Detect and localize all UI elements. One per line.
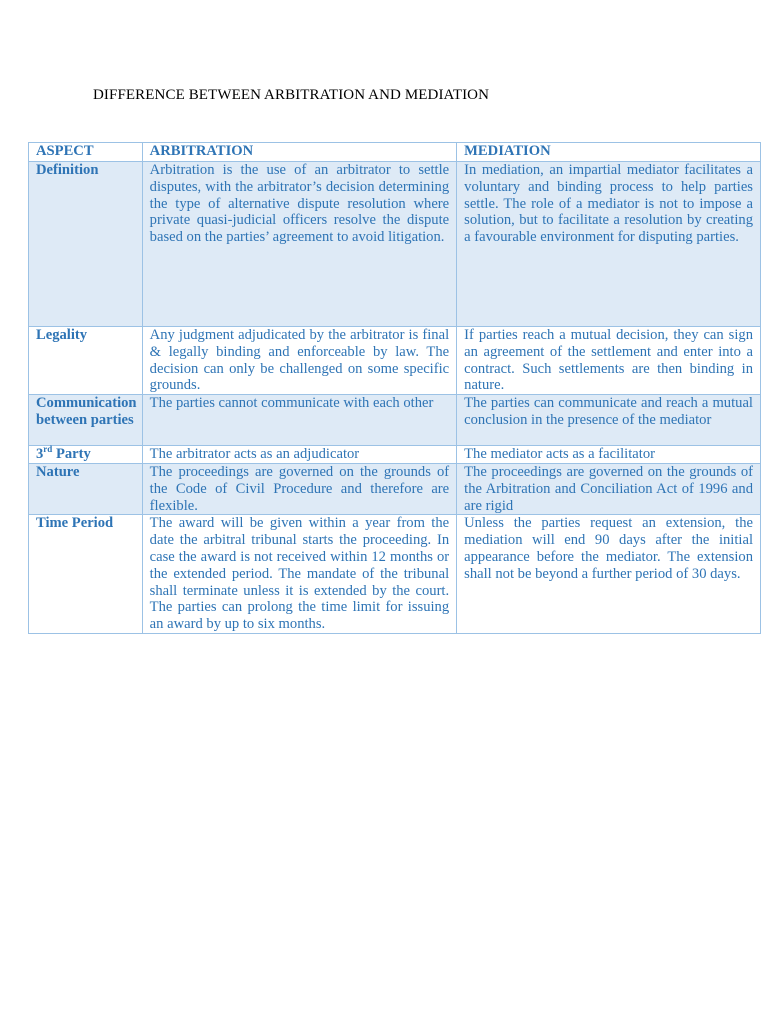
table-row (29, 395, 761, 446)
aspect-label-rest: Party (52, 446, 91, 463)
document-title: DIFFERENCE BETWEEN ARBITRATION AND MEDIATION (93, 87, 490, 103)
aspect-cell: Definition (29, 162, 143, 327)
mediation-cell: The proceedings are governed on the grounds of the Arbitration and Conciliation Act of 1996 and are rigid (457, 463, 761, 514)
table-row (29, 446, 761, 464)
arbitration-cell: Any judgment adjudicated by the arbitrator is final & legally binding and enforceable by law. The decision can only be challenged on some specific grounds. (142, 327, 456, 395)
aspect-number: 3 (36, 446, 44, 463)
aspect-cell: Communication between parties (29, 395, 143, 446)
arbitration-cell: The award will be given within a year from the date the arbitral tribunal starts the proceeding. In case the award is not received within 12 months or the extended period. The mandate of the tribunal shall terminate unless it is extended by the court. The parties can prolong the time limit for issuing an award by up to six months. (142, 515, 456, 634)
mediation-cell: Unless the parties request an extension, the mediation will end 90 days after the initial appearance before the mediator. The extension shall not be beyond a further period of 30 days. (457, 515, 761, 634)
table-row (29, 463, 761, 514)
arbitration-cell: The parties cannot communicate with each other (142, 395, 456, 446)
header-arbitration: ARBITRATION (142, 143, 456, 162)
aspect-cell: Nature (29, 463, 143, 514)
table-header-row (29, 143, 761, 162)
table-row (29, 515, 761, 634)
table-row (29, 162, 761, 327)
aspect-cell: Legality (29, 327, 143, 395)
header-aspect: ASPECT (29, 143, 143, 162)
mediation-cell: The parties can communicate and reach a mutual conclusion in the presence of the mediator (457, 395, 761, 446)
mediation-cell: In mediation, an impartial mediator facilitates a voluntary and binding process to help parties settle. The role of a mediator is not to impose a solution, but to facilitate a resolution by creating a favourable environment for disputing parties. (457, 162, 761, 327)
mediation-cell: The mediator acts as a facilitator (457, 446, 761, 464)
table-row (29, 327, 761, 395)
mediation-cell: If parties reach a mutual decision, they can sign an agreement of the settlement and enter into a contract. Such settlements are then binding in nature. (457, 327, 761, 395)
aspect-cell: Time Period (29, 515, 143, 634)
comparison-table (28, 142, 761, 634)
ordinal-suffix: rd (43, 444, 53, 455)
arbitration-cell: Arbitration is the use of an arbitrator to settle disputes, with the arbitrator’s decision determining the type of alternative dispute resolution where private quasi-judicial officers resolve the dispute based on the parties’ agreement to avoid litigation. (142, 162, 456, 327)
header-mediation: MEDIATION (457, 143, 761, 162)
arbitration-cell: The arbitrator acts as an adjudicator (142, 446, 456, 464)
aspect-cell (29, 446, 143, 464)
arbitration-cell: The proceedings are governed on the grounds of the Code of Civil Procedure and therefore are flexible. (142, 463, 456, 514)
